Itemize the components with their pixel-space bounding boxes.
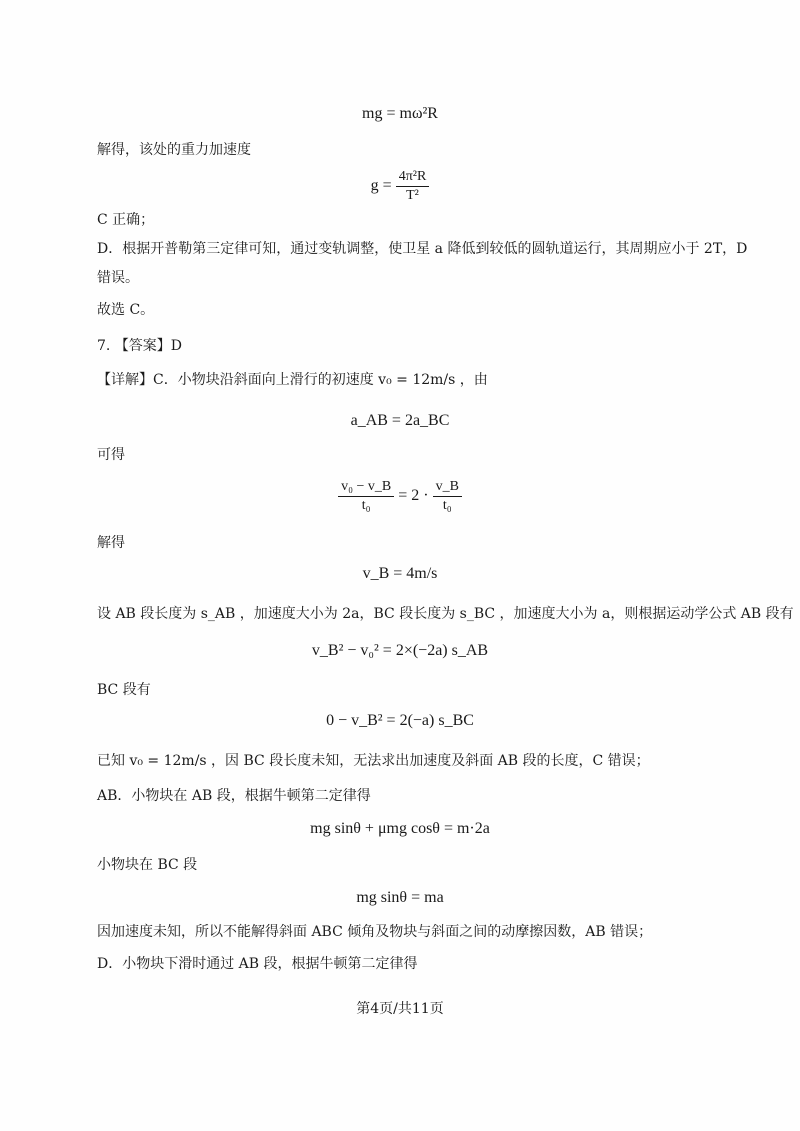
text-line: C 正确；	[97, 212, 155, 228]
equation-acceleration-ratio: a_AB = 2a_BC	[350, 412, 450, 429]
fraction-denominator: t₀	[442, 498, 452, 513]
equation-newton-bc: mg sinθ = ma	[356, 889, 444, 906]
equation-vb: v_B = 4m/s	[362, 565, 438, 582]
text-line: 【详解】C．小物块沿斜面向上滑行的初速度 v₀ = 12m/s ，由	[97, 372, 488, 388]
equation-newton-ab: mg sinθ + μmg cosθ = m·2a	[310, 820, 490, 837]
fraction-denominator: T²	[406, 188, 419, 203]
fraction-numerator: v₀ − v_B	[338, 478, 394, 497]
text-line: 错误。	[97, 270, 139, 286]
text-line: 解得	[97, 535, 125, 551]
text-line: 已知 v₀ = 12m/s ，因 BC 段长度未知，无法求出加速度及斜面 AB 段的长度，C 错误；	[97, 753, 650, 769]
fraction	[433, 478, 462, 515]
page-number: 第4页/共11页	[356, 1001, 444, 1017]
equation-centripetal: mg = mω²R	[362, 105, 438, 122]
text-line: BC 段有	[97, 682, 151, 698]
equation-velocity-ratio	[0, 478, 800, 515]
equation-lhs: g =	[370, 177, 392, 195]
fraction	[338, 478, 394, 515]
text-line: 可得	[97, 447, 125, 463]
text-line: D．根据开普勒第三定律可知，通过变轨调整，使卫星 a 降低到较低的圆轨道运行，其周期应小于 2T，D	[97, 241, 748, 257]
fraction-numerator: v_B	[433, 478, 462, 497]
answer-heading: 7. 【答案】D	[97, 338, 183, 354]
text-line: AB．小物块在 AB 段，根据牛顿第二定律得	[97, 788, 371, 804]
fraction-numerator: 4π²R	[396, 168, 430, 187]
equation-bc-kinematics: 0 − v_B² = 2(−a) s_BC	[326, 712, 474, 729]
fraction	[396, 168, 430, 205]
text-line: 因加速度未知，所以不能解得斜面 ABC 倾角及物块与斜面之间的动摩擦因数，AB 错误；	[97, 924, 653, 940]
text-line: 故选 C。	[97, 302, 155, 318]
equation-ab-kinematics: v_B² − v₀² = 2×(−2a) s_AB	[311, 642, 489, 659]
fraction-denominator: t₀	[361, 498, 371, 513]
equation-operator: = 2 ·	[398, 487, 429, 505]
text-line: 解得，该处的重力加速度	[97, 142, 251, 158]
text-line: 设 AB 段长度为 s_AB ，加速度大小为 2a，BC 段长度为 s_BC ，加速度大小为 a，则根据运动学公式 AB 段有	[97, 606, 794, 622]
text-line: 小物块在 BC 段	[97, 857, 198, 873]
equation-gravity	[0, 168, 800, 205]
text-line: D．小物块下滑时通过 AB 段，根据牛顿第二定律得	[97, 956, 418, 972]
